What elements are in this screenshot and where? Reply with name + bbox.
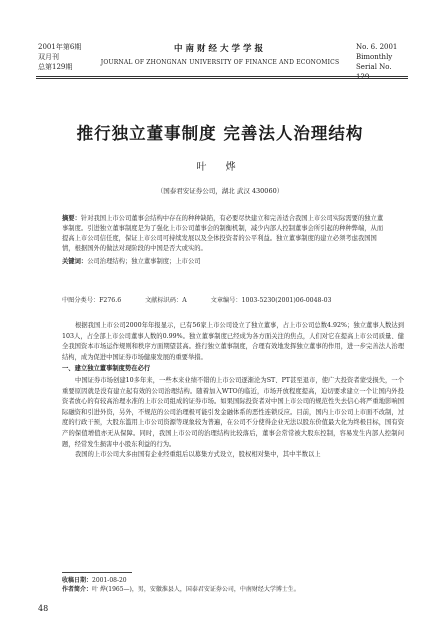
body-paragraph: 我国的上市公司大多由国有企业经重组后以募集方式设立，股权相对集中，其中半数以上 — [75, 451, 321, 459]
abstract-label: 摘要： — [62, 215, 81, 222]
author-affiliation: （国泰君安证券公司，湖北 武汉 430060） — [156, 187, 284, 195]
journal-title-cn: 中南财经大学学报 — [173, 44, 266, 54]
body-paragraph: 根据我国上市公司2000年年报显示，已有56家上市公司设立了独立董事，占上市公司总数4.92%；独立董事人数达到103人，占全部上市公司董事人数的0.99%。独立董事制度已经成为各方面关注的焦点，人们对它在提高上市公司质量、健全我国资本市场运作规则和秩序方面期望甚高。推行独立董事制度，合理有效地发挥独立董事的作用，进一步完善法人治理结构，成为促进中国证券市场健康发展的重要举措。 — [62, 322, 404, 361]
keywords-label: 关键词： — [62, 258, 88, 265]
article-body — [62, 321, 404, 461]
article-number: 文章编号：1003-5230(2001)06-0048-03 — [210, 297, 332, 304]
issue-number: 2001年第6期 — [38, 43, 82, 51]
author-bio-label: 作者简介： — [62, 586, 93, 593]
body-paragraph: 中国证券市场创建10多年来，一些本来业绩不错的上市公司逐渐沦为ST、PT甚至退市，使广大投资者蒙受损失，一个重要原因就是没有建立起有效的公司治理结构。随着加入WTO的临近，市场开放程度提高，迫切要求建立一个让国内外投资者放心的有较高治理水准的上市公司组成的证券市场。如果国际投资者对中国上市公司的规范性失去信心将严重地影响国际融资和引进外资，另外，不规范的公司治理极可能引发金融体系的恶性连锁反应。目前，国内上市公司上市面不改制，过度的行政干预，大股东滥用上市公司资源等现象较为普遍，在公司不分使得企业无法以股东价值最大化为终极目标，国有资产的保值增值亦无从保障。同时，我国上市公司的治理结构比较落后，董事会常常被大股东控制，容易发生内部人控制问题，经常发生损害中小股东利益的行为。 — [62, 376, 404, 448]
received-label: 收稿日期： — [62, 577, 93, 584]
issue-frequency-en: Bimonthly — [356, 53, 393, 61]
issue-number-en: No. 6. 2001 — [356, 43, 398, 51]
journal-masthead — [100, 42, 340, 66]
abstract-text: 针对我国上市公司董事会结构中存在的种种缺陷，有必要尽快建立和完善适合我国上市公司实际需要的独立董事制度。引进独立董事制度是为了强化上市公司董事会的制衡机制，减少内部人控制董事会所引起的种种弊端，从而提高上市公司信任度，保证上市公司可持续发展以及全体投资者的公平利益。独立董事制度的建立必须考虑我国国情，根据国外的做法对现阶段的中国是否大或实的。 — [62, 215, 384, 252]
issue-serial-en: Serial No. 129 — [356, 63, 392, 81]
footnotes — [62, 576, 402, 594]
header-rule-2 — [36, 78, 408, 79]
keywords-text: 公司治理结构；独立董事制度；上市公司 — [87, 258, 201, 265]
received-date — [62, 576, 402, 585]
author-bio — [62, 585, 402, 594]
abstract-text-block — [62, 214, 388, 254]
article-author: 叶 烨 — [196, 162, 244, 173]
document-code: 文献标识码：A — [145, 297, 187, 304]
abstract — [62, 214, 388, 267]
classification-line — [62, 295, 392, 304]
page-number: 48 — [38, 604, 49, 613]
journal-title-en: JOURNAL OF ZHONGNAN UNIVERSITY OF FINANCE AND ECONOMICS — [100, 59, 340, 66]
article-title: 推行独立董事制度 完善法人治理结构 — [76, 124, 364, 143]
header-rule — [36, 76, 408, 77]
issue-frequency: 双月刊 — [38, 53, 59, 61]
keywords — [62, 257, 388, 267]
section-heading: 一、建立独立董事制度势在必行 — [62, 365, 151, 373]
author-bio-text: 叶 烨(1965—)，男，安徽淮县人，国泰君安证券公司，中南财经大学博士生。 — [92, 586, 300, 593]
footnote-rule — [62, 572, 132, 573]
issue-serial: 总第129期 — [38, 63, 73, 71]
journal-issue-info — [38, 42, 81, 72]
received-value: 2001-08-20 — [92, 577, 127, 584]
clc-number: 中图分类号：F276.6 — [62, 297, 122, 304]
